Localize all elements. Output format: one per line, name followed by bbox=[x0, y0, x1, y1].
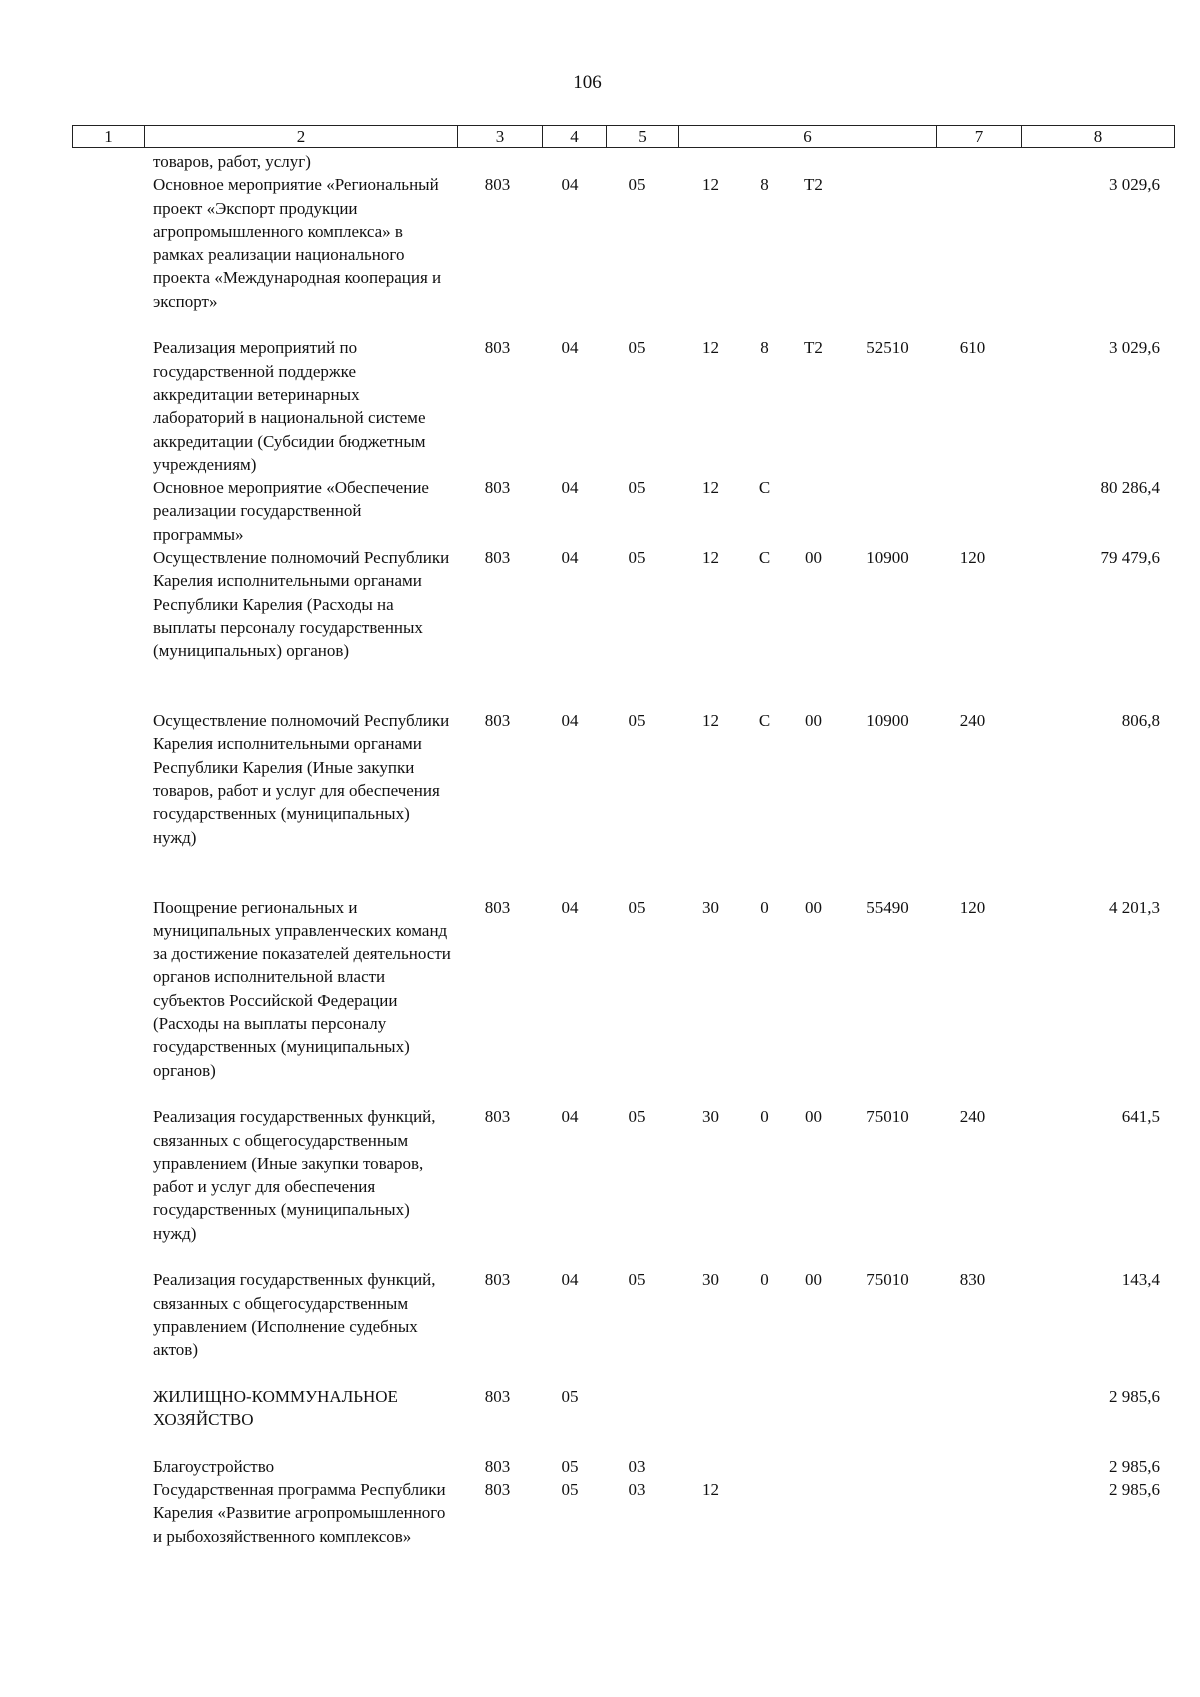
row-subsection-code: 05 bbox=[628, 338, 646, 358]
table-row bbox=[0, 336, 1200, 476]
row-section-code: 05 bbox=[561, 1480, 579, 1500]
row-name: Реализация государственных функций, связанных с общегосударственным управлением (Исполнение судебных актов) bbox=[153, 1270, 436, 1360]
row-amount: 80 286,4 bbox=[1100, 478, 1160, 498]
table-row bbox=[0, 1478, 1200, 1595]
row-section-code: 04 bbox=[561, 338, 579, 358]
row-section-code: 04 bbox=[561, 897, 579, 917]
header-row bbox=[73, 126, 1175, 148]
table-row bbox=[0, 1385, 1200, 1455]
header-cell: 3 bbox=[458, 126, 543, 148]
row-name: Основное мероприятие «Обеспечение реализации государственной программы» bbox=[153, 478, 429, 544]
row-subsection-code: 05 bbox=[628, 548, 646, 568]
row-amount: 2 985,6 bbox=[1109, 1480, 1160, 1500]
row-gr-code: 803 bbox=[484, 1270, 511, 1290]
row-subprogram-code: 8 bbox=[760, 338, 769, 358]
row-subprogram-code: С bbox=[758, 711, 771, 731]
row-amount: 641,5 bbox=[1121, 1107, 1160, 1127]
header-cell: 5 bbox=[607, 126, 679, 148]
row-program-code: 12 bbox=[702, 175, 719, 195]
budget-table-body bbox=[0, 150, 1200, 1595]
header-cell: 8 bbox=[1022, 126, 1175, 148]
table-row bbox=[0, 476, 1200, 546]
column-header-table bbox=[72, 125, 1175, 148]
row-section-code: 04 bbox=[561, 1107, 579, 1127]
table-row bbox=[0, 1268, 1200, 1385]
row-amount: 2 985,6 bbox=[1109, 1386, 1160, 1406]
row-name: Государственная программа Республики Карелия «Развитие агропромышленного и рыбохозяйственного комплексов» bbox=[153, 1480, 446, 1546]
table-row bbox=[0, 150, 1200, 173]
row-program-code: 30 bbox=[702, 897, 719, 917]
row-section-code: 04 bbox=[561, 1270, 579, 1290]
row-amount: 806,8 bbox=[1121, 711, 1160, 731]
table-row bbox=[0, 1455, 1200, 1478]
row-name: Благоустройство bbox=[153, 1456, 275, 1476]
row-section-code: 05 bbox=[561, 1456, 579, 1476]
row-event-code: 00 bbox=[805, 548, 822, 568]
row-subsection-code: 05 bbox=[628, 1107, 646, 1127]
row-gr-code: 803 bbox=[484, 1456, 511, 1476]
row-name: Реализация государственных функций, связанных с общегосударственным управлением (Иные закупки товаров, работ и услуг для обеспечения государственных (муниципальных) нужд) bbox=[153, 1107, 436, 1243]
row-subsection-code: 03 bbox=[628, 1456, 646, 1476]
row-section-code: 04 bbox=[561, 478, 579, 498]
row-gr-code: 803 bbox=[484, 897, 511, 917]
header-cell: 2 bbox=[145, 126, 458, 148]
row-subprogram-code: 0 bbox=[760, 1107, 769, 1127]
row-subprogram-code: С bbox=[758, 478, 771, 498]
row-expense-type: 120 bbox=[959, 897, 986, 917]
row-name: ЖИЛИЩНО-КОММУНАЛЬНОЕ ХОЗЯЙСТВО bbox=[153, 1386, 398, 1430]
row-name: Реализация мероприятий по государственной поддержке аккредитации ветеринарных лабораторий в национальной системе аккредитации (Субсидии бюджетным учреждениям) bbox=[153, 338, 426, 474]
row-subprogram-code: 0 bbox=[760, 897, 769, 917]
header-cell: 1 bbox=[73, 126, 145, 148]
row-subsection-code: 05 bbox=[628, 478, 646, 498]
row-name: Осуществление полномочий Республики Карелия исполнительными органами Республики Карелия (Расходы на выплаты персоналу государственных (муниципальных) органов) bbox=[153, 548, 450, 661]
table-row bbox=[0, 173, 1200, 336]
row-gr-code: 803 bbox=[484, 338, 511, 358]
row-direction-code: 10900 bbox=[866, 711, 909, 731]
row-subsection-code: 05 bbox=[628, 175, 646, 195]
row-expense-type: 830 bbox=[959, 1270, 986, 1290]
table-row bbox=[0, 546, 1200, 709]
row-amount: 4 201,3 bbox=[1109, 897, 1160, 917]
header-cell: 6 bbox=[679, 126, 937, 148]
row-subsection-code: 03 bbox=[628, 1480, 646, 1500]
row-direction-code: 55490 bbox=[866, 897, 909, 917]
row-direction-code: 10900 bbox=[866, 548, 909, 568]
row-name: Осуществление полномочий Республики Карелия исполнительными органами Республики Карелия (Иные закупки товаров, работ и услуг для обеспечения государственных (муниципальных) нужд) bbox=[153, 711, 450, 847]
row-event-code: Т2 bbox=[804, 175, 823, 195]
row-subprogram-code: 8 bbox=[760, 175, 769, 195]
row-gr-code: 803 bbox=[484, 548, 511, 568]
row-gr-code: 803 bbox=[484, 175, 511, 195]
row-program-code: 12 bbox=[702, 338, 719, 358]
row-event-code: 00 bbox=[805, 1270, 822, 1290]
row-program-code: 12 bbox=[702, 1480, 719, 1500]
header-cell: 7 bbox=[937, 126, 1022, 148]
row-program-code: 12 bbox=[702, 711, 719, 731]
row-direction-code: 75010 bbox=[866, 1107, 909, 1127]
row-amount: 79 479,6 bbox=[1100, 548, 1160, 568]
header-cell: 4 bbox=[543, 126, 607, 148]
row-subsection-code: 05 bbox=[628, 711, 646, 731]
table-row bbox=[0, 896, 1200, 1106]
row-section-code: 04 bbox=[561, 175, 579, 195]
row-program-code: 12 bbox=[702, 478, 719, 498]
row-gr-code: 803 bbox=[484, 1107, 511, 1127]
row-name: Поощрение региональных и муниципальных управленческих команд за достижение показателей деятельности органов исполнительной власти субъектов Российской Федерации (Расходы на выплаты персоналу государственных (муниципальных) органов) bbox=[153, 897, 451, 1080]
row-amount: 143,4 bbox=[1121, 1270, 1160, 1290]
row-name: товаров, работ, услуг) bbox=[153, 152, 311, 171]
row-section-code: 04 bbox=[561, 548, 579, 568]
row-event-code: 00 bbox=[805, 711, 822, 731]
row-program-code: 30 bbox=[702, 1270, 719, 1290]
row-expense-type: 610 bbox=[959, 338, 986, 358]
row-expense-type: 120 bbox=[959, 548, 986, 568]
row-expense-type: 240 bbox=[959, 1107, 986, 1127]
table-row bbox=[0, 1105, 1200, 1268]
row-program-code: 12 bbox=[702, 548, 719, 568]
row-gr-code: 803 bbox=[484, 478, 511, 498]
row-subprogram-code: С bbox=[758, 548, 771, 568]
row-direction-code: 52510 bbox=[866, 338, 909, 358]
row-amount: 3 029,6 bbox=[1109, 175, 1160, 195]
row-subprogram-code: 0 bbox=[760, 1270, 769, 1290]
page-number: 106 bbox=[573, 72, 602, 93]
row-gr-code: 803 bbox=[484, 1386, 511, 1406]
row-section-code: 05 bbox=[561, 1386, 579, 1406]
row-amount: 2 985,6 bbox=[1109, 1456, 1160, 1476]
row-section-code: 04 bbox=[561, 711, 579, 731]
row-event-code: Т2 bbox=[804, 338, 823, 358]
table-row bbox=[0, 709, 1200, 895]
row-expense-type: 240 bbox=[959, 711, 986, 731]
row-event-code: 00 bbox=[805, 1107, 822, 1127]
row-gr-code: 803 bbox=[484, 1480, 511, 1500]
row-name: Основное мероприятие «Региональный проект «Экспорт продукции агропромышленного комплекса» в рамках реализации национального проекта «Международная кооперация и экспорт» bbox=[153, 175, 442, 311]
row-event-code: 00 bbox=[805, 897, 822, 917]
row-gr-code: 803 bbox=[484, 711, 511, 731]
row-subsection-code: 05 bbox=[628, 897, 646, 917]
row-program-code: 30 bbox=[702, 1107, 719, 1127]
row-subsection-code: 05 bbox=[628, 1270, 646, 1290]
row-amount: 3 029,6 bbox=[1109, 338, 1160, 358]
row-direction-code: 75010 bbox=[866, 1270, 909, 1290]
